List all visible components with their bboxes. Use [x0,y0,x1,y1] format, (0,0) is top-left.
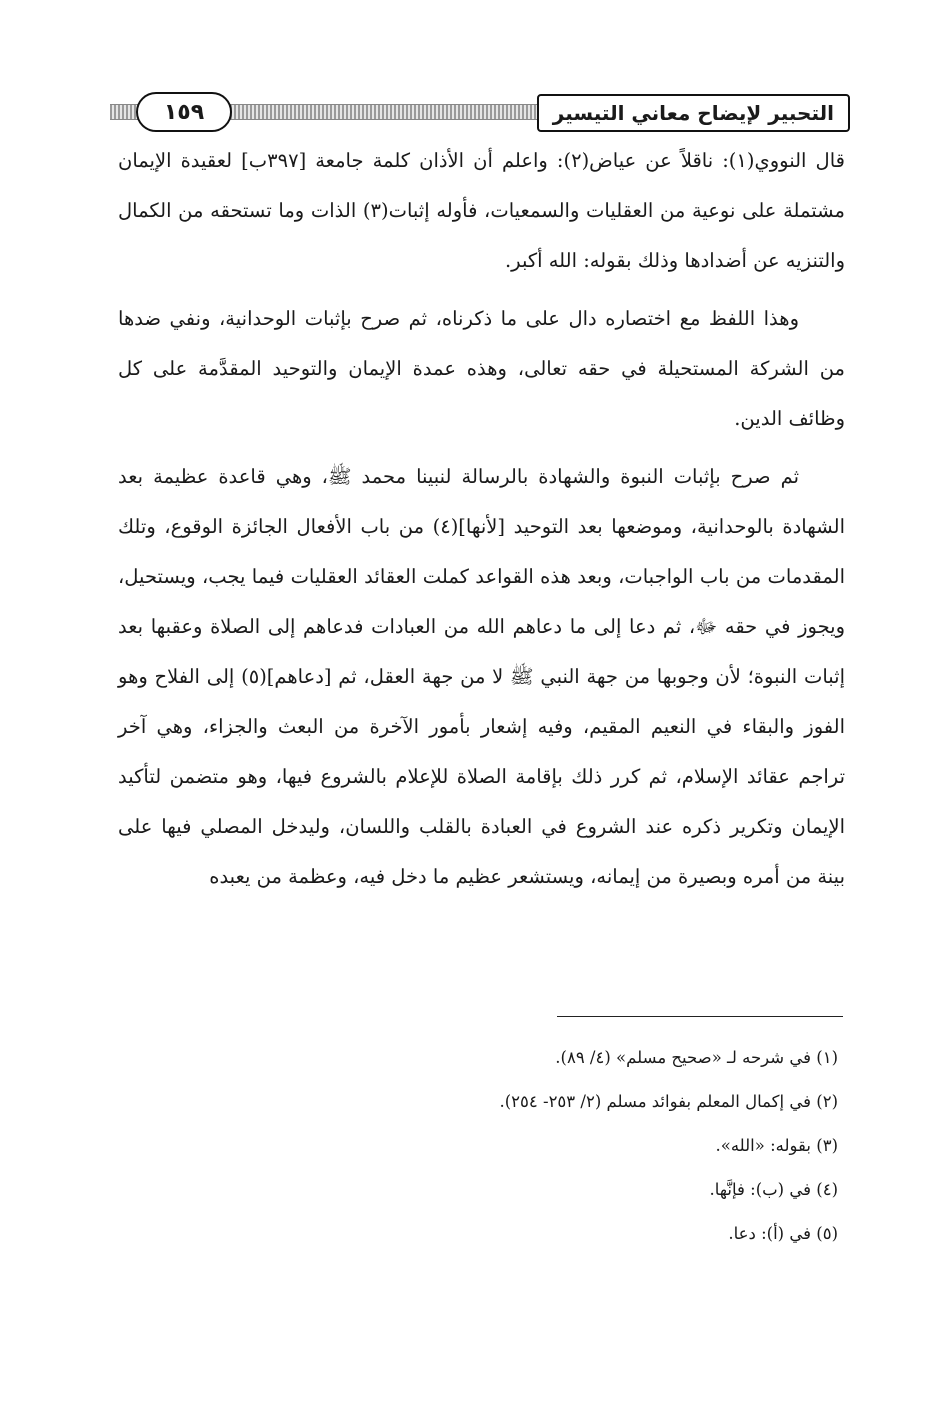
main-text [118,136,845,910]
page-header [110,90,850,134]
footnotes [118,1036,838,1256]
paragraph-3: ثم صرح بإثبات النبوة والشهادة بالرسالة لنبينا محمد ﷺ، وهي قاعدة عظيمة بعد الشهادة بالوحدانية، وموضعها بعد التوحيد [لأنها](٤) من باب الأفعال الجائزة الوقوع، وتلك المقدمات من باب الواجبات، وبعد هذه القواعد كملت العقائد العقليات فيما يجب، ويستحيل، ويجوز في حقه ﷻ، ثم دعا إلى ما دعاهم الله من العبادات فدعاهم إلى الصلاة وعقبها بعد إثبات النبوة؛ لأن وجوبها من جهة النبي ﷺ لا من جهة العقل، ثم [دعاهم](٥) إلى الفلاح وهو الفوز والبقاء في النعيم المقيم، وفيه إشعار بأمور الآخرة من البعث والجزاء، وهي آخر تراجم عقائد الإسلام، ثم كرر ذلك بإقامة الصلاة للإعلام بالشروع فيها، وهو متضمن لتأكيد الإيمان وتكرير ذكره عند الشروع في العبادة بالقلب واللسان، وليدخل المصلي فيها على بينة من أمره وبصيرة من إيمانه، ويستشعر عظيم ما دخل فيه، وعظمة من يعبده [118,465,845,888]
footnote-1: (١) في شرحه لـ «صحيح مسلم» (٤/ ٨٩). [555,1048,838,1067]
footnote-2: (٢) في إكمال المعلم بفوائد مسلم (٢/ ٢٥٣- ٢٥٤). [499,1092,838,1111]
paragraph-2: وهذا اللفظ مع اختصاره دال على ما ذكرناه، ثم صرح بإثبات الوحدانية، ونفي ضدها من الشركة المستحيلة في حقه تعالى، وهذه عمدة الإيمان والتوحيد المقدَّمة على كل وظائف الدين. [118,307,845,430]
page-number: ١٥٩ [136,92,232,132]
footnote-4: (٤) في (ب): فإنَّها. [709,1180,838,1199]
paragraph-1: قال النووي(١): ناقلاً عن عياض(٢): واعلم أن الأذان كلمة جامعة [٣٩٧ب] لعقيدة الإيمان مشتملة على نوعية من العقليات والسمعيات، فأوله إثبات(٣) الذات وما تستحقه من الكمال والتنزيه عن أضدادها وذلك بقوله: الله أكبر. [118,149,846,272]
book-title: التحبير لإيضاح معاني التيسير [537,94,850,132]
footnote-3: (٣) بقوله: «الله». [715,1136,838,1155]
footnote-5: (٥) في (أ): دعا. [728,1224,838,1243]
footnote-separator [557,1016,843,1017]
